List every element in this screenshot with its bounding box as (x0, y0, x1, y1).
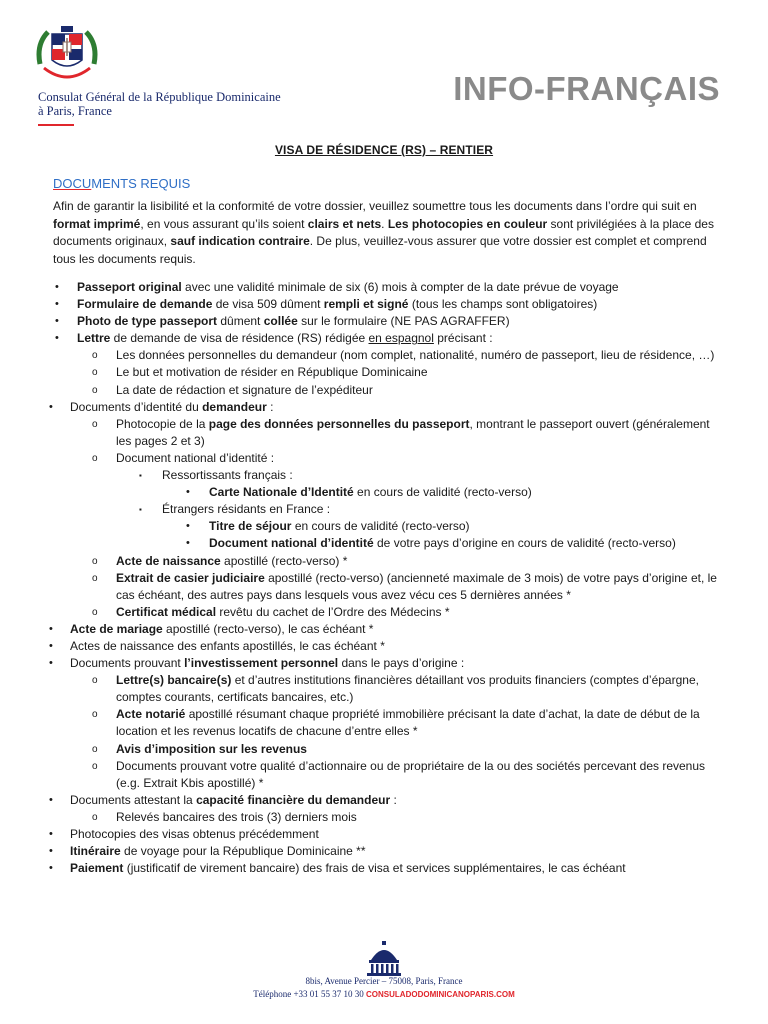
item-text: Documents attestant la (70, 792, 197, 807)
item-text: apostillé résumant chaque propriété immobilière précisant la date d’achat, la date de début de la location et les revenus locatifs de chacune d’entre elles * (116, 707, 700, 739)
consulate-line-1: Consulat Général de la République Dominicaine (38, 90, 281, 104)
intro-bold: Les photocopies en couleur (387, 216, 548, 231)
item-bold: Lettre (77, 331, 111, 346)
consulate-line-2: à Paris, France (38, 104, 112, 118)
item-text: Documents d’identité du (70, 399, 203, 414)
item-bold: Avis d’imposition sur les revenus (116, 741, 307, 756)
coat-of-arms-icon (34, 24, 100, 88)
item-text: de demande de visa de résidence (RS) rédigée (110, 331, 369, 346)
bullet-icon: • (49, 862, 53, 875)
circle-bullet-icon: o (92, 811, 98, 823)
list-item (0, 450, 768, 467)
item-bold: collée (263, 314, 298, 329)
list-item (0, 347, 768, 364)
list-item (0, 706, 768, 740)
bullet-icon: • (49, 400, 53, 413)
consulate-name (38, 90, 281, 118)
bullet-icon: • (55, 281, 59, 293)
bullet-icon: • (186, 520, 190, 533)
section-heading-a: DOCU (53, 176, 92, 191)
intro-bold: format imprimé (53, 216, 141, 231)
item-bold: Formulaire de demande (77, 297, 213, 312)
item-bold: Paiement (70, 861, 124, 876)
item-text: apostillé (recto-verso) * (220, 553, 348, 568)
footer-website-link[interactable]: CONSULADODOMINICANOPARIS.COM (366, 990, 515, 999)
item-text: : (266, 399, 274, 414)
item-text: , montrant le passeport ouvert (généralement les pages 2 et 3) (116, 416, 710, 448)
list-item (0, 809, 768, 826)
list-item (0, 467, 768, 484)
item-text: apostillé (recto-verso) (ancienneté maximale de 3 mois) de votre pays d’origine et, le cas échéant, des autres pays dans lesquels vous avez vécu ces 5 dernières années * (116, 570, 717, 602)
section-heading-b: MENTS REQUIS (91, 176, 191, 191)
list-item (0, 518, 768, 535)
list-item (0, 792, 768, 809)
item-underline: en espagnol (368, 331, 434, 346)
list-item (0, 741, 768, 758)
item-text: sur le formulaire (NE PAS AGRAFFER) (297, 314, 510, 329)
item-text: Actes de naissance des enfants apostillés, le cas échéant * (70, 638, 385, 653)
bullet-icon: • (55, 315, 59, 328)
list-item (0, 330, 768, 347)
item-bold: Acte de naissance (116, 553, 221, 568)
list-item (0, 279, 768, 296)
requirements-list (0, 279, 768, 877)
list-item (0, 501, 768, 518)
bullet-icon: • (55, 332, 59, 345)
list-item (0, 826, 768, 843)
item-text: Documents prouvant (70, 656, 185, 671)
bullet-icon: • (49, 793, 53, 806)
item-text: Les données personnelles du demandeur (nom complet, nationalité, numéro de passeport, lieu de résidence, …) (116, 348, 715, 363)
list-item (0, 843, 768, 860)
item-text: Le but et motivation de résider en République Dominicaine (116, 365, 428, 380)
circle-bullet-icon: o (92, 452, 98, 464)
circle-bullet-icon: o (92, 572, 98, 584)
item-text: en cours de validité (recto-verso) (291, 519, 470, 534)
intro-bold: clairs et nets (307, 216, 382, 231)
item-bold: Itinéraire (70, 844, 121, 859)
item-text: de votre pays d’origine en cours de validité (recto-verso) (373, 536, 676, 551)
list-item (0, 535, 768, 552)
item-bold: Extrait de casier judiciaire (116, 570, 265, 585)
item-text: précisant : (433, 331, 493, 346)
document-title: VISA DE RÉSIDENCE (RS) – RENTIER (274, 143, 494, 157)
list-item (0, 672, 768, 706)
circle-bullet-icon: o (92, 709, 98, 721)
bullet-icon: • (55, 298, 59, 311)
circle-bullet-icon: o (92, 367, 98, 379)
list-item (0, 860, 768, 877)
circle-bullet-icon: o (92, 743, 98, 755)
item-bold: Certificat médical (116, 604, 217, 619)
item-bold: page des données personnelles du passeport (208, 416, 470, 431)
list-item (0, 364, 768, 381)
item-bold: Passeport original (77, 280, 182, 294)
item-text: (tous les champs sont obligatoires) (408, 297, 598, 312)
bullet-icon: • (49, 657, 53, 670)
list-item (0, 655, 768, 672)
item-bold: Photo de type passeport (77, 314, 218, 329)
square-bullet-icon: ▪ (139, 471, 142, 481)
circle-bullet-icon: o (92, 418, 98, 430)
intro-text: sont privilégiées à la place des documents originaux, (53, 216, 714, 249)
bullet-icon: • (49, 639, 53, 652)
item-text: dans le pays d’origine : (338, 656, 465, 671)
list-item (0, 604, 768, 621)
item-bold: l’investissement personnel (184, 656, 339, 671)
item-text: avec une validité minimale de six (6) mois à compter de la date prévue de voyage (181, 280, 619, 294)
list-item (0, 313, 768, 330)
bullet-icon: • (49, 845, 53, 858)
circle-bullet-icon: o (92, 760, 98, 772)
list-item (0, 416, 768, 450)
intro-text: . (381, 216, 388, 231)
list-item (0, 553, 768, 570)
bullet-icon: • (49, 828, 53, 840)
intro-paragraph (53, 198, 725, 268)
item-text: de visa 509 dûment (212, 297, 324, 312)
item-text: apostillé (recto-verso), le cas échéant * (162, 621, 374, 636)
list-item (0, 296, 768, 313)
item-text: et d’autres institutions financières détaillant vos produits financiers (comptes d’épargne, comptes courants, certificats bancaires, etc.) (116, 673, 699, 705)
capitol-dome-icon (363, 940, 405, 976)
item-text: (justificatif de virement bancaire) des frais de visa et services supplémentaires, le cas échéant (123, 861, 626, 876)
footer-phone: Téléphone +33 01 55 37 10 30 (253, 989, 364, 999)
intro-text: Afin de garantir la lisibilité et la conformité de votre dossier, veuillez soumettre tous les documents dans l’ordre qui suit en (53, 199, 697, 213)
list-item (0, 570, 768, 604)
item-text: La date de rédaction et signature de l’expéditeur (116, 382, 373, 397)
item-text: Photocopies des visas obtenus précédemment (70, 827, 319, 841)
footer-contact (0, 989, 768, 999)
item-bold: Document national d’identité (209, 536, 374, 551)
intro-text: . De plus, veuillez-vous assurer que votre dossier est complet et comprend tous les documents requis. (53, 234, 707, 266)
info-title: INFO-FRANÇAIS (453, 70, 720, 107)
item-bold: Lettre(s) bancaire(s) (116, 673, 232, 688)
item-bold: capacité financière du demandeur (196, 792, 391, 807)
item-text: Relevés bancaires des trois (3) derniers mois (116, 809, 357, 824)
bullet-icon: • (186, 486, 190, 499)
item-text: en cours de validité (recto-verso) (353, 485, 532, 500)
item-bold: Carte Nationale d’Identité (209, 485, 354, 500)
intro-text: , en vous assurant qu’ils soient (140, 216, 308, 231)
footer-address: 8bis, Avenue Percier – 75008, Paris, France (305, 976, 463, 986)
item-text: revêtu du cachet de l’Ordre des Médecins * (216, 604, 450, 619)
item-text: de voyage pour la République Dominicaine ** (120, 844, 366, 859)
item-text: dûment (217, 314, 264, 329)
intro-bold: sauf indication contraire (170, 234, 310, 249)
bullet-icon: • (186, 537, 190, 550)
square-bullet-icon: ▪ (139, 505, 142, 515)
item-bold: rempli et signé (323, 297, 409, 312)
list-item (0, 399, 768, 416)
circle-bullet-icon: o (92, 384, 98, 396)
section-heading (53, 176, 190, 191)
item-text: Document national d’identité : (116, 450, 275, 465)
item-text: : (390, 792, 397, 807)
item-bold: Acte notarié (116, 707, 186, 722)
circle-bullet-icon: o (92, 675, 98, 687)
list-item (0, 621, 768, 638)
list-item (0, 382, 768, 399)
circle-bullet-icon: o (92, 350, 98, 362)
item-text: Photocopie de la (116, 416, 209, 431)
circle-bullet-icon: o (92, 555, 98, 567)
list-item (0, 484, 768, 501)
letterhead (0, 0, 768, 140)
item-text: Documents prouvant votre qualité d’actionnaire ou de propriétaire de la ou des sociétés percevant des revenus (e.g. Extrait Kbis apostillé) * (116, 758, 706, 790)
bullet-icon: • (49, 622, 53, 635)
item-text: Ressortissants français : (162, 468, 293, 483)
item-bold: demandeur (202, 399, 267, 414)
list-item (0, 638, 768, 655)
item-text: Étrangers résidants en France : (162, 502, 331, 517)
item-bold: Titre de séjour (209, 519, 292, 534)
list-item (0, 758, 768, 792)
item-bold: Acte de mariage (70, 621, 163, 636)
circle-bullet-icon: o (92, 606, 98, 618)
red-divider (38, 124, 74, 126)
